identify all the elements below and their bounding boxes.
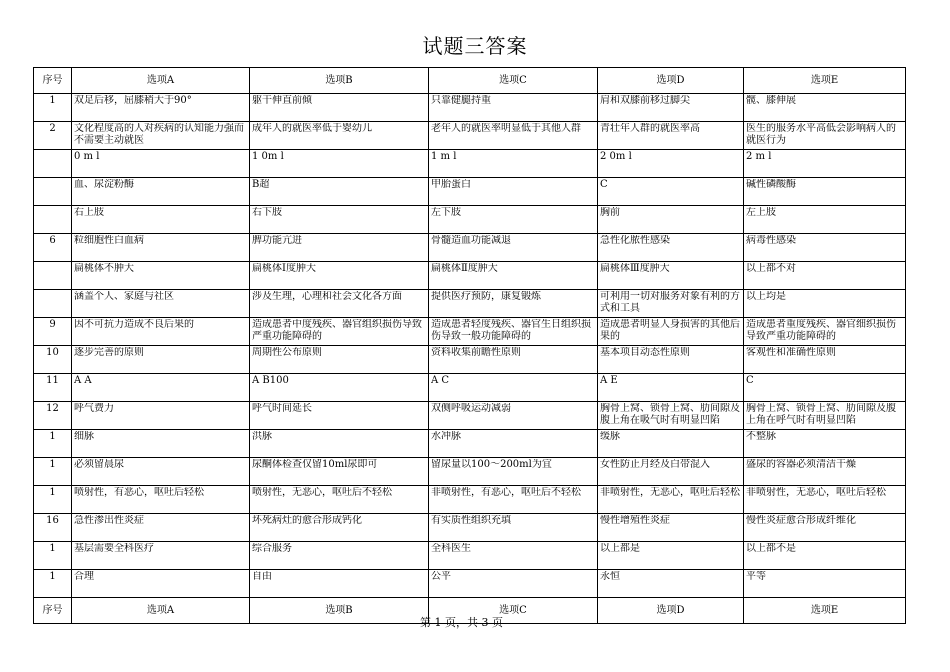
option-a-text: 基层需要全科医疗 (74, 543, 154, 554)
option-c-cell (429, 150, 598, 178)
option-e-cell (744, 346, 906, 374)
option-e-cell (744, 178, 906, 206)
option-e-cell (744, 234, 906, 262)
table-row (34, 402, 906, 430)
option-c-text: 双侧呼吸运动减弱 (431, 403, 511, 414)
option-a-cell (72, 94, 250, 122)
option-e-cell (744, 402, 906, 430)
option-a-text: 喷射性，有恶心，呕吐后轻松 (74, 487, 204, 498)
option-e-text: 不整脉 (746, 431, 776, 442)
option-e-cell (744, 318, 906, 346)
option-b-cell (250, 122, 429, 150)
row-number-cell: 9 (34, 318, 72, 346)
option-b-cell (250, 514, 429, 542)
option-d-text: 急性化脓性感染 (600, 235, 670, 246)
option-e-cell (744, 206, 906, 234)
table-row (34, 262, 906, 290)
option-e-cell (744, 486, 906, 514)
option-a-text: 文化程度高的人对疾病的认知能力强而不需要主动就医 (74, 123, 244, 146)
option-b-cell (250, 150, 429, 178)
option-c-cell (429, 402, 598, 430)
option-e-cell (744, 542, 906, 570)
header-cell-number: 序号 (34, 68, 72, 94)
option-c-text: 甲胎蛋白 (431, 179, 471, 190)
option-a-text: 血、尿淀粉酶 (74, 179, 134, 190)
option-d-cell (598, 262, 744, 290)
option-d-text: 以上都是 (600, 543, 640, 554)
option-c-cell (429, 542, 598, 570)
option-b-text: 成年人的就医率低于婴幼儿 (252, 123, 372, 134)
table-row (34, 430, 906, 458)
option-a-text: 因不可抗力造成不良后果的 (74, 319, 194, 330)
option-b-text: 1 0m l (252, 151, 284, 162)
row-number-cell (34, 290, 72, 318)
option-d-text: 非喷射性，无恶心，呕吐后轻松 (600, 487, 740, 498)
option-d-cell (598, 234, 744, 262)
row-number-cell: 1 (34, 458, 72, 486)
option-b-text: A B100 (252, 375, 289, 386)
option-a-cell (72, 374, 250, 402)
option-c-text: 水冲脉 (431, 431, 461, 442)
table-row (34, 542, 906, 570)
option-a-text: 0 m l (74, 151, 100, 162)
option-d-cell (598, 402, 744, 430)
option-c-text: 全科医生 (431, 543, 471, 554)
row-number-cell: 6 (34, 234, 72, 262)
option-a-text: A A (74, 375, 92, 386)
option-d-cell (598, 374, 744, 402)
option-c-cell (429, 290, 598, 318)
option-c-cell (429, 374, 598, 402)
option-d-cell (598, 542, 744, 570)
option-e-cell (744, 150, 906, 178)
option-c-text: 老年人的就医率明显低于其他人群 (431, 123, 581, 134)
option-e-cell (744, 262, 906, 290)
option-a-text: 逐步完善的原则 (74, 347, 144, 358)
option-e-text: 平等 (746, 571, 766, 582)
option-a-text: 呼气费力 (74, 403, 114, 414)
table-row (34, 514, 906, 542)
option-b-text: 坏死病灶的愈合形成钙化 (252, 515, 362, 526)
option-a-text: 右上肢 (74, 207, 104, 218)
option-c-cell (429, 206, 598, 234)
option-e-text: 慢性炎症愈合形成纤维化 (746, 515, 856, 526)
table-row (34, 486, 906, 514)
option-b-text: 尿酮体检查仅留10ml尿即可 (252, 459, 378, 470)
option-a-cell (72, 458, 250, 486)
option-d-text: C (600, 179, 608, 190)
option-c-text: 资料收集前瞻性原则 (431, 347, 521, 358)
option-b-text: 躯干伸直前倾 (252, 95, 312, 106)
option-a-cell (72, 542, 250, 570)
table-header-row (34, 68, 906, 94)
option-a-text: 双足后移，屈膝稍大于90° (74, 95, 192, 106)
option-e-cell (744, 514, 906, 542)
option-b-cell (250, 234, 429, 262)
footer-cell-number: 序号 (34, 598, 72, 624)
option-d-cell (598, 346, 744, 374)
option-e-text: 医生的服务水平高低会影响病人的就医行为 (746, 123, 896, 146)
option-b-text: B超 (252, 179, 270, 190)
option-b-text: 洪脉 (252, 431, 272, 442)
header-cell-option-d: 选项D (598, 68, 744, 94)
option-d-cell (598, 514, 744, 542)
option-d-cell (598, 486, 744, 514)
option-e-cell (744, 374, 906, 402)
option-a-cell (72, 122, 250, 150)
row-number-cell: 1 (34, 430, 72, 458)
option-d-cell (598, 318, 744, 346)
option-c-text: 留尿量以100～200ml为宜 (431, 459, 552, 470)
option-d-cell (598, 430, 744, 458)
option-b-cell (250, 402, 429, 430)
option-d-text: 永恒 (600, 571, 620, 582)
option-c-cell (429, 486, 598, 514)
answer-table (33, 67, 906, 624)
option-c-text: 非喷射性，有恶心，呕吐后不轻松 (431, 487, 581, 498)
option-e-text: 2 m l (746, 151, 772, 162)
table-row (34, 290, 906, 318)
option-c-cell (429, 234, 598, 262)
row-number-cell: 1 (34, 94, 72, 122)
option-d-text: 扁桃体Ⅲ度肿大 (600, 263, 670, 274)
table-row (34, 122, 906, 150)
row-number-cell: 11 (34, 374, 72, 402)
option-b-text: 呼气时间延长 (252, 403, 312, 414)
option-e-text: C (746, 375, 754, 386)
option-a-cell (72, 234, 250, 262)
option-b-cell (250, 486, 429, 514)
option-b-cell (250, 206, 429, 234)
option-c-cell (429, 318, 598, 346)
option-e-text: 胸骨上窝、锁骨上窝、肋间隙及腹上角在呼气时有明显凹陷 (746, 403, 896, 426)
option-c-text: 1 m l (431, 151, 457, 162)
option-c-text: 造成患者轻度残疾、器官生日组织损伤导致一般功能障碍的 (431, 319, 591, 342)
option-d-text: 肩和双膝前移过脚尖 (600, 95, 690, 106)
table-row (34, 178, 906, 206)
option-a-text: 合理 (74, 571, 94, 582)
option-b-text: 扁桃体I度肿大 (252, 263, 316, 274)
option-e-text: 以上均是 (746, 291, 786, 302)
option-b-text: 喷射性，无恶心，呕吐后不轻松 (252, 487, 392, 498)
row-number-cell (34, 150, 72, 178)
option-d-text: 女性防止月经及白带混入 (600, 459, 710, 470)
row-number-cell (34, 178, 72, 206)
table-row (34, 234, 906, 262)
option-d-cell (598, 150, 744, 178)
header-cell-option-a: 选项A (72, 68, 250, 94)
option-c-text: 提供医疗预防，康复锻炼 (431, 291, 541, 302)
option-b-text: 脾功能亢进 (252, 235, 302, 246)
option-d-cell (598, 178, 744, 206)
row-number-cell (34, 262, 72, 290)
option-c-text: 只靠健腿持重 (431, 95, 491, 106)
option-b-text: 涉及生理，心理和社会文化各方面 (252, 291, 402, 302)
option-d-text: 青壮年人群的就医率高 (600, 123, 700, 134)
option-a-cell (72, 290, 250, 318)
footer-cell-option-e: 选项E (744, 598, 906, 624)
row-number-cell: 1 (34, 486, 72, 514)
option-b-cell (250, 346, 429, 374)
option-a-text: 急性渗出性炎症 (74, 515, 144, 526)
option-a-cell (72, 318, 250, 346)
option-e-text: 造成患者重度残疾、器官细织损伤导致严重功能障碍的 (746, 319, 896, 342)
footer-cell-option-d: 选项D (598, 598, 744, 624)
option-b-cell (250, 290, 429, 318)
option-c-text: 骨髓造血功能减退 (431, 235, 511, 246)
row-number-cell: 12 (34, 402, 72, 430)
option-b-cell (250, 178, 429, 206)
header-cell-option-c: 选项C (429, 68, 598, 94)
option-e-text: 盛尿的容器必须清洁干燥 (746, 459, 856, 470)
option-e-cell (744, 94, 906, 122)
option-e-text: 病毒性感染 (746, 235, 796, 246)
option-d-cell (598, 122, 744, 150)
option-d-cell (598, 206, 744, 234)
option-a-cell (72, 346, 250, 374)
option-b-cell (250, 570, 429, 598)
option-a-cell (72, 402, 250, 430)
option-e-text: 客观性和准确性原则 (746, 347, 836, 358)
option-b-cell (250, 458, 429, 486)
option-c-cell (429, 122, 598, 150)
option-e-cell (744, 570, 906, 598)
option-a-text: 细脉 (74, 431, 94, 442)
option-c-text: 公平 (431, 571, 451, 582)
table-body (34, 94, 906, 598)
option-d-text: 胸骨上窝、锁骨上窝、肋间隙及腹上角在吸气时有明显凹陷 (600, 403, 740, 426)
option-e-text: 左上肢 (746, 207, 776, 218)
option-c-cell (429, 570, 598, 598)
option-e-cell (744, 290, 906, 318)
option-d-text: 造成患者明显人身损害的其他后果的 (600, 319, 740, 342)
option-d-text: A E (600, 375, 618, 386)
option-e-text: 以上都不对 (746, 263, 796, 274)
row-number-cell: 1 (34, 542, 72, 570)
option-a-cell (72, 206, 250, 234)
option-b-cell (250, 94, 429, 122)
row-number-cell: 1 (34, 570, 72, 598)
option-e-text: 以上都不是 (746, 543, 796, 554)
option-b-text: 综合服务 (252, 543, 292, 554)
option-a-cell (72, 262, 250, 290)
footer-cell-option-b: 选项B (250, 598, 429, 624)
option-d-text: 2 0m l (600, 151, 632, 162)
option-e-cell (744, 430, 906, 458)
option-d-text: 基本项目动态性原则 (600, 347, 690, 358)
table-row (34, 374, 906, 402)
option-b-text: 右下肢 (252, 207, 282, 218)
option-c-cell (429, 430, 598, 458)
option-c-cell (429, 94, 598, 122)
option-b-text: 造成患者中度残疾、器官组织损伤导致严重功能障碍的 (252, 319, 422, 342)
option-b-text: 周期性公布原则 (252, 347, 322, 358)
option-a-cell (72, 150, 250, 178)
option-b-cell (250, 430, 429, 458)
header-cell-option-e: 选项E (744, 68, 906, 94)
option-b-cell (250, 262, 429, 290)
option-a-text: 扁桃体不肿大 (74, 263, 134, 274)
table-row (34, 94, 906, 122)
option-a-cell (72, 178, 250, 206)
option-c-text: 有实质性组织充填 (431, 515, 511, 526)
table-row (34, 206, 906, 234)
option-a-text: 必须留晨尿 (74, 459, 124, 470)
footer-cell-option-c: 选项C (429, 598, 598, 624)
table-row (34, 150, 906, 178)
row-number-cell (34, 206, 72, 234)
option-e-cell (744, 458, 906, 486)
page-counter: 第 1 页，共 3 页 (420, 616, 503, 629)
footer-cell-option-a: 选项A (72, 598, 250, 624)
option-c-text: 扁桃体Ⅱ度肿大 (431, 263, 498, 274)
option-d-cell (598, 94, 744, 122)
option-c-text: A C (431, 375, 450, 386)
option-a-cell (72, 486, 250, 514)
option-c-text: 左下肢 (431, 207, 461, 218)
option-d-cell (598, 570, 744, 598)
option-e-text: 非喷射性，无恶心，呕吐后轻松 (746, 487, 886, 498)
option-c-cell (429, 458, 598, 486)
option-a-cell (72, 570, 250, 598)
table-row (34, 570, 906, 598)
option-c-cell (429, 262, 598, 290)
option-e-text: 髋、膝伸展 (746, 95, 796, 106)
option-e-text: 碱性磷酸酶 (746, 179, 796, 190)
option-d-text: 胸前 (600, 207, 620, 218)
option-e-cell (744, 122, 906, 150)
option-a-cell (72, 430, 250, 458)
option-a-text: 粒细胞性白血病 (74, 235, 144, 246)
option-b-text: 自由 (252, 571, 272, 582)
option-d-text: 慢性增殖性炎症 (600, 515, 670, 526)
header-cell-option-b: 选项B (250, 68, 429, 94)
page-title: 试题三答案 (422, 34, 528, 58)
table-row (34, 346, 906, 374)
table-row (34, 318, 906, 346)
option-d-text: 缓脉 (600, 431, 620, 442)
option-a-text: 涵盖个人、家庭与社区 (74, 291, 174, 302)
row-number-cell: 2 (34, 122, 72, 150)
option-c-cell (429, 178, 598, 206)
table-row (34, 458, 906, 486)
option-d-cell (598, 290, 744, 318)
option-c-cell (429, 346, 598, 374)
option-d-text: 可利用一切对服务对象有利的方式和工具 (600, 291, 740, 314)
option-b-cell (250, 374, 429, 402)
option-d-cell (598, 458, 744, 486)
option-a-cell (72, 514, 250, 542)
option-b-cell (250, 318, 429, 346)
row-number-cell: 10 (34, 346, 72, 374)
row-number-cell: 16 (34, 514, 72, 542)
option-c-cell (429, 514, 598, 542)
option-b-cell (250, 542, 429, 570)
